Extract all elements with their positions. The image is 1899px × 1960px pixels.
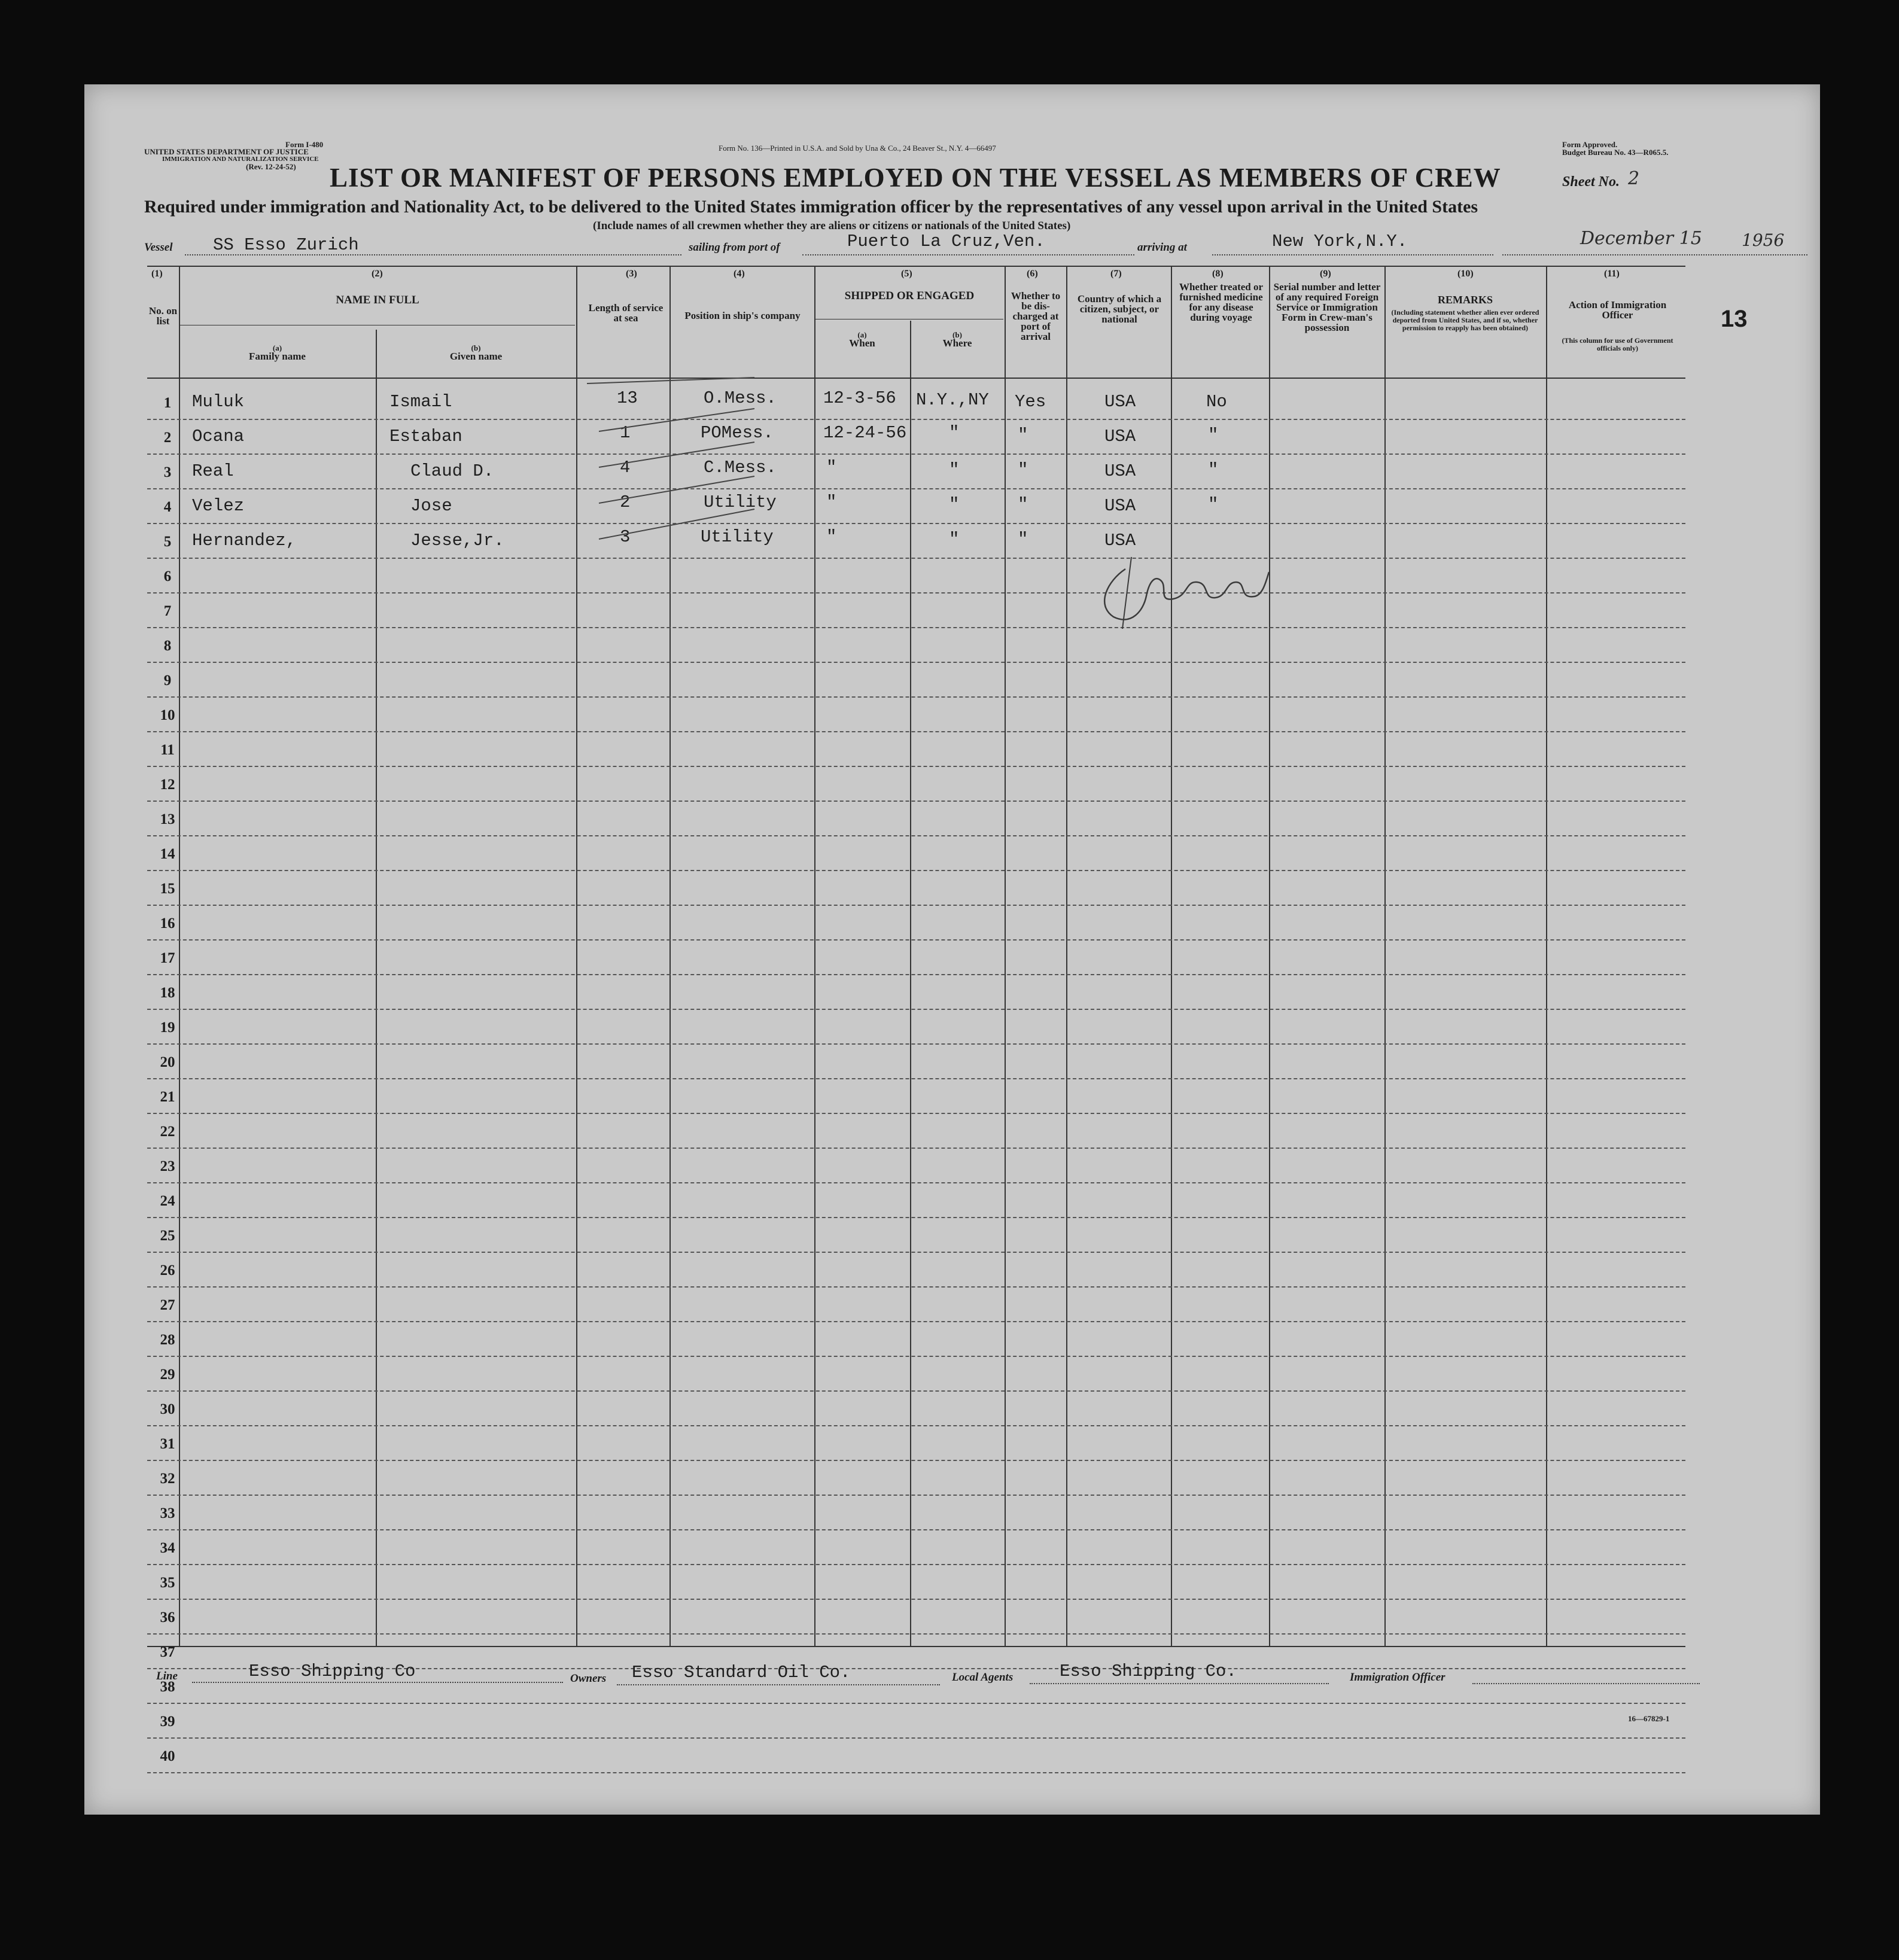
table-row [147,1425,1685,1426]
agents-label: Local Agents [952,1671,1014,1684]
col-11-header: Action of Immigration Officer [1568,299,1667,321]
row-number: 40 [160,1748,175,1764]
footer-code: 16—67829-1 [1628,1714,1670,1723]
col-9-header: Serial number and letter of any required Foreign Service or Immigration Form in Crew-man's possession [1273,281,1381,333]
col-divider-5a [910,321,911,1647]
col-2-number: (2) [372,269,383,279]
row-number: 15 [160,881,175,897]
col-9-number: (9) [1320,269,1331,279]
row-number: 25 [160,1228,175,1244]
subtitle: Required under immigration and Nationality Act, to be delivered to the United States immigration officer by the representatives of any vessel upon arrival in the United States [144,197,1478,217]
table-row [147,731,1685,732]
row-3-given: Claud D. [410,461,494,481]
row-number: 37 [160,1644,175,1660]
row-3-when: " [826,458,837,477]
header-bottom-rule [147,378,1685,379]
row-3-discharged: " [1018,460,1028,480]
table-row [147,1390,1685,1392]
table-row [147,1356,1685,1357]
row-number: 36 [160,1609,175,1626]
col-10-header: REMARKS [1437,294,1493,306]
col-11-number: (11) [1604,269,1620,279]
row-1-discharged: Yes [1015,392,1046,412]
sheet-number: 2 [1628,168,1640,189]
col-2b-header: Given name [449,351,503,362]
row-number: 10 [160,707,175,723]
agents-value: Esso Shipping Co. [1060,1661,1237,1681]
row-number: 27 [160,1297,175,1313]
table-row [147,488,1685,489]
row-2-position: POMess. [701,423,774,443]
col-5a-letter: (a) [857,330,867,339]
col-7-number: (7) [1110,269,1122,279]
owners-value: Esso Standard Oil Co. [632,1663,851,1682]
row-1-where: N.Y.,NY [916,390,989,410]
table-row [147,974,1685,975]
col-divider-9 [1384,266,1386,1647]
table-row [147,592,1685,594]
col-2b-letter: (b) [471,343,481,352]
table-row [147,1321,1685,1322]
row-number: 1 [163,395,172,411]
table-row [147,662,1685,663]
row-number: 31 [160,1436,175,1452]
row-3-country: USA [1104,461,1136,481]
row-2-given: Estaban [389,427,462,446]
row-2-length: 1 [620,423,631,443]
officer-underline [1472,1676,1700,1684]
row-4-length: 2 [620,492,631,512]
col-11-note: (This column for use of Government officials only) [1562,336,1673,352]
row-3-where: " [949,460,960,480]
sailing-label: sailing from port of [689,241,780,254]
row-number: 19 [160,1019,175,1036]
row-4-family: Velez [192,496,245,516]
include-note: (Include names of all crewmen whether they are aliens or citizens or nationals of the United States) [593,220,1071,232]
row-number: 30 [160,1401,175,1417]
col-10-number: (10) [1457,269,1474,279]
col-divider-8 [1269,266,1270,1647]
row-4-where: " [949,495,960,515]
table-row [147,1529,1685,1530]
form-revision: (Rev. 12-24-52) [246,162,296,171]
vessel-label: Vessel [144,241,173,254]
row-number: 23 [160,1158,175,1174]
col-3-number: (3) [626,269,637,279]
row-4-position: Utility [704,492,777,512]
table-row [147,1252,1685,1253]
col-5b-header: Where [942,337,972,349]
table-row [147,1286,1685,1288]
budget-bureau: Budget Bureau No. 43—R065.5. [1562,148,1669,157]
row-number: 26 [160,1262,175,1279]
row-2-country: USA [1104,427,1136,446]
row-4-treated: " [1208,495,1219,515]
row-3-length: 4 [620,458,631,477]
table-row [147,696,1685,698]
table-row [147,558,1685,559]
row-4-when: " [826,492,837,512]
owners-label: Owners [570,1672,607,1685]
row-1-given: Ismail [389,392,452,412]
printer-note: Form No. 136—Printed in U.S.A. and Sold by Una & Co., 24 Beaver St., N.Y. 4—66497 [719,144,996,153]
row-3-family: Real [192,461,234,481]
row-2-family: Ocana [192,427,245,446]
table-row [147,939,1685,941]
row-number: 6 [163,568,172,585]
table-top-rule [147,266,1685,267]
agency-line-2: IMMIGRATION AND NATURALIZATION SERVICE [162,156,319,163]
table-row [147,1043,1685,1045]
row-number: 5 [163,534,172,550]
row-number: 35 [160,1575,175,1591]
sailing-port: Puerto La Cruz,Ven. [847,232,1045,251]
table-row [147,1182,1685,1183]
row-5-length: 3 [620,527,631,547]
pen-strokes [575,366,766,581]
row-4-country: USA [1104,496,1136,516]
col-4-number: (4) [734,269,745,279]
agency-line-1: UNITED STATES DEPARTMENT OF JUSTICE [144,147,309,156]
row-3-position: C.Mess. [704,458,777,477]
row-number: 7 [163,603,172,619]
row-number: 29 [160,1366,175,1383]
row-1-country: USA [1104,392,1136,412]
row-number: 13 [160,811,175,827]
table-row [147,1599,1685,1600]
row-number: 4 [163,499,172,515]
row-5-where: " [949,529,960,549]
row-number: 39 [160,1714,175,1730]
vessel-name: SS Esso Zurich [213,235,359,255]
col-divider-6 [1066,266,1067,1647]
arriving-label: arriving at [1137,241,1187,254]
table-row [147,1148,1685,1149]
row-5-when: " [826,527,837,547]
row-number: 33 [160,1505,175,1521]
table-row [147,835,1685,836]
table-row [147,419,1685,420]
col-6-header: Whether to be dis-charged at port of arrival [1011,290,1061,342]
col-4-header: Position in ship's company [684,310,801,321]
col-5a-header: When [849,337,875,349]
col-divider-2a [376,330,377,1647]
table-row [147,627,1685,628]
row-4-discharged: " [1018,495,1028,515]
table-row [147,1564,1685,1565]
row-number: 20 [160,1054,175,1070]
col-divider-10 [1546,266,1547,1647]
handwritten-initials [1090,545,1281,641]
row-number: 24 [160,1193,175,1209]
row-number: 22 [160,1124,175,1140]
col-5-number: (5) [901,269,912,279]
arriving-port: New York,N.Y. [1272,232,1408,251]
line-value: Esso Shipping Co [249,1661,416,1681]
table-row [147,801,1685,802]
form-approved: Form Approved. [1562,140,1618,149]
row-number: 3 [163,464,172,480]
form-number: Form I-480 [285,140,324,149]
col-1-header: No. on list [148,305,178,327]
row-number: 18 [160,985,175,1001]
table-row [147,1772,1685,1773]
table-row [147,1460,1685,1461]
row-number: 38 [160,1679,175,1695]
col-divider-4 [814,266,815,1647]
table-row [147,766,1685,767]
col-divider-7 [1171,266,1172,1647]
sheet-label: Sheet No. [1562,174,1620,190]
table-row [147,1703,1685,1704]
row-4-given: Jose [410,496,452,516]
table-row [147,1495,1685,1496]
col-10-note: (Including statement whether alien ever ordered deported from United States, and if so, whether permission to reapply has been obtained) [1391,308,1539,332]
officer-label: Immigration Officer [1350,1671,1445,1684]
row-3-treated: " [1208,460,1219,480]
row-1-position: O.Mess. [704,388,777,408]
row-1-family: Muluk [192,392,245,412]
col-7-header: Country of which a citizen, subject, or national [1077,293,1162,325]
line-label: Line [156,1670,178,1682]
col-3-header: Length of service at sea [588,302,664,324]
row-1-length: 13 [617,388,638,408]
table-row [147,1217,1685,1218]
col-6-number: (6) [1027,269,1038,279]
row-number: 21 [160,1089,175,1105]
arrival-date: December 15 [1580,228,1702,249]
page-title: LIST OR MANIFEST OF PERSONS EMPLOYED ON THE VESSEL AS MEMBERS OF CREW [330,163,1501,193]
row-number: 2 [163,430,172,446]
col-5b-letter: (b) [952,330,962,339]
row-number: 9 [163,672,172,689]
table-row [147,1113,1685,1114]
col-5-header: SHIPPED OR ENGAGED [844,290,975,302]
row-1-when: 12-3-56 [823,388,896,408]
row-number: 14 [160,846,175,862]
row-number: 17 [160,950,175,966]
row-5-discharged: " [1018,529,1028,549]
table-row [147,523,1685,524]
col-2a-header: Family name [249,351,306,362]
col-8-header: Whether treated or furnished medicine for any disease during voyage [1179,281,1264,323]
table-row [147,1633,1685,1635]
row-number: 8 [163,638,172,654]
row-2-discharged: " [1018,425,1028,445]
side-number: 13 [1721,306,1748,332]
table-row [147,1078,1685,1079]
table-row [147,454,1685,455]
table-bottom-rule [147,1646,1685,1647]
table-row [147,1009,1685,1010]
row-number: 28 [160,1332,175,1348]
col-divider-5 [1005,266,1006,1647]
row-number: 16 [160,915,175,932]
row-2-when: 12-24-56 [823,423,907,443]
col-1-number: (1) [151,269,163,279]
row-number: 11 [160,742,175,758]
col-2a-letter: (a) [272,343,282,352]
row-5-family: Hernandez, [192,531,297,550]
row-5-country: USA [1104,531,1136,550]
row-2-where: " [949,423,960,443]
col-2-header: NAME IN FULL [336,294,419,306]
table-row [147,905,1685,906]
row-5-position: Utility [701,527,774,547]
row-number: 12 [160,777,175,793]
row-number: 34 [160,1540,175,1556]
table-row [147,1737,1685,1739]
manifest-page [84,84,1820,1815]
row-1-treated: No [1206,392,1227,412]
row-2-treated: " [1208,425,1219,445]
table-row [147,870,1685,871]
col-8-number: (8) [1212,269,1224,279]
arrival-year: 1956 [1742,230,1785,250]
row-number: 32 [160,1471,175,1487]
row-5-given: Jesse,Jr. [410,531,504,550]
